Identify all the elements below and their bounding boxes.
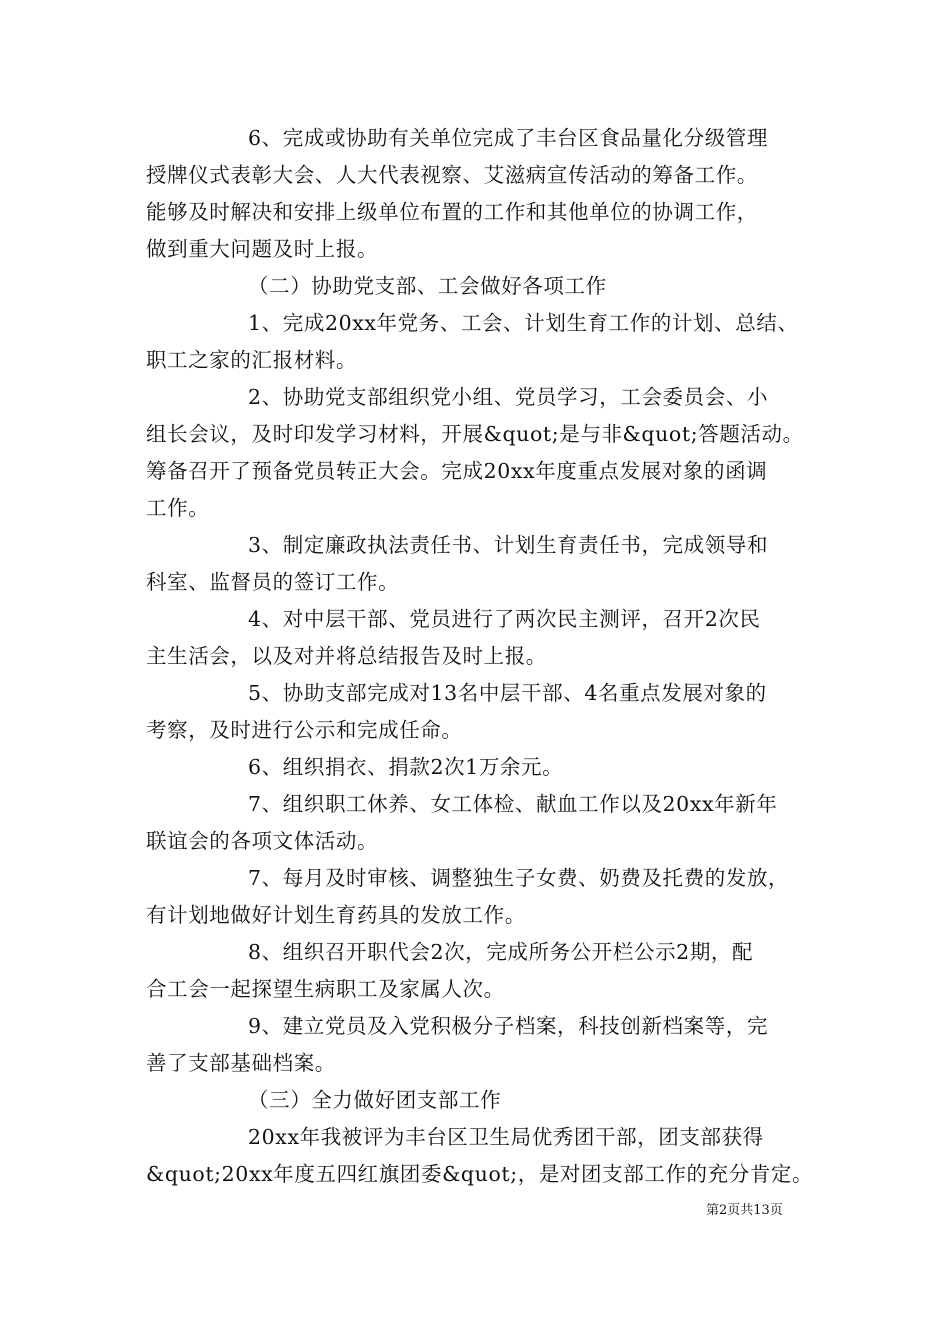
page-number-footer: 第2页共13页 — [706, 1203, 783, 1218]
paragraph-line: 6、组织捐衣、捐款2次1万余元。 — [248, 755, 564, 779]
paragraph-line: 做到重大问题及时上报。 — [146, 237, 379, 261]
section-heading: （三）全力做好团支部工作 — [248, 1088, 502, 1112]
paragraph-line: 4、对中层干部、党员进行了两次民主测评，召开2次民 — [248, 607, 761, 631]
paragraph-line: 职工之家的汇报材料。 — [146, 348, 357, 372]
paragraph-line: 善了支部基础档案。 — [146, 1051, 336, 1075]
document-body — [146, 120, 814, 1193]
paragraph-line: 合工会一起探望生病职工及家属人次。 — [146, 977, 505, 1001]
paragraph-line: 有计划地做好计划生育药具的发放工作。 — [146, 903, 526, 927]
paragraph-line: 能够及时解决和安排上级单位布置的工作和其他单位的协调工作， — [146, 200, 758, 224]
paragraph-line: 5、协助支部完成对13名中层干部、4名重点发展对象的 — [248, 681, 767, 705]
paragraph-line: 1、完成20xx年党务、工会、计划生育工作的计划、总结、 — [248, 311, 799, 335]
paragraph-line: &quot;20xx年度五四红旗团委&quot;，是对团支部工作的充分肯定。 — [146, 1162, 814, 1186]
section-heading: （二）协助党支部、工会做好各项工作 — [248, 274, 607, 298]
paragraph-line: 8、组织召开职代会2次，完成所务公开栏公示2期，配 — [248, 940, 754, 964]
paragraph-line: 7、组织职工休养、女工体检、献血工作以及20xx年新年 — [248, 792, 778, 816]
paragraph-line: 工作。 — [146, 496, 210, 520]
paragraph-line: 科室、监督员的签订工作。 — [146, 570, 400, 594]
paragraph-line: 授牌仪式表彰大会、人大代表视察、艾滋病宣传活动的筹备工作。 — [146, 163, 758, 187]
paragraph-line: 筹备召开了预备党员转正大会。完成20xx年度重点发展对象的函调 — [146, 459, 768, 483]
paragraph-line: 主生活会，以及对并将总结报告及时上报。 — [146, 644, 547, 668]
paragraph-line: 组长会议，及时印发学习材料，开展&quot;是与非&quot;答题活动。 — [146, 422, 804, 446]
paragraph-line: 9、建立党员及入党积极分子档案，科技创新档案等，完 — [248, 1014, 769, 1038]
paragraph-line: 2、协助党支部组织党小组、党员学习，工会委员会、小 — [248, 385, 769, 409]
paragraph-line: 考察，及时进行公示和完成任命。 — [146, 718, 463, 742]
paragraph-line: 7、每月及时审核、调整独生子女费、奶费及托费的发放， — [248, 866, 790, 890]
paragraph-line: 联谊会的各项文体活动。 — [146, 829, 379, 853]
paragraph-line: 20xx年我被评为丰台区卫生局优秀团干部，团支部获得 — [248, 1125, 764, 1149]
paragraph-line: 6、完成或协助有关单位完成了丰台区食品量化分级管理 — [248, 126, 769, 150]
paragraph-line: 3、制定廉政执法责任书、计划生育责任书，完成领导和 — [248, 533, 769, 557]
